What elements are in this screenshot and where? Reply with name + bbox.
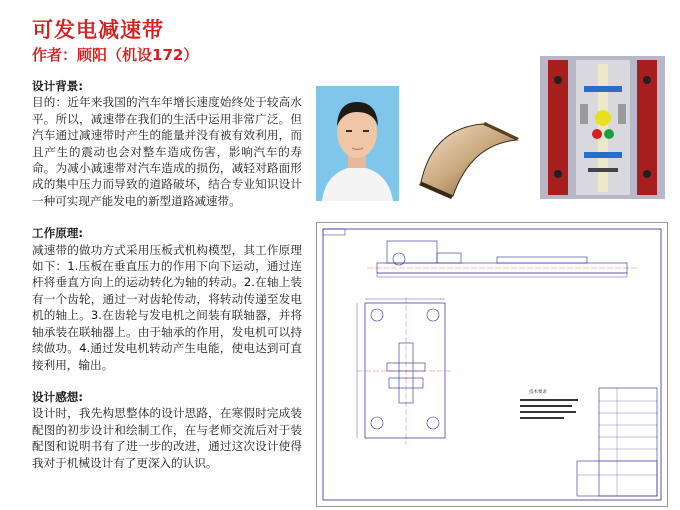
section-body-background: 目的：近年来我国的汽车年增长速度始终处于较高水平。所以，减速带在我们的生活中运用非常广泛。但汽车通过减速带时产生的能量并没有被有效利用，而且产生的震动也会对整车造成伤害，影响汽车的寿命。为减小减速带对汽车造成的损伤，减轻对路面形成的集中压力而导致的道路破坏，结合专业知识设计一种可实现产能发电的新型道路减速带。 bbox=[32, 95, 302, 208]
page-title: 可发电减速带 bbox=[32, 18, 164, 42]
section-heading-reflection: 设计感想: bbox=[32, 389, 84, 404]
section-body-principle: 减速带的做功方式采用压板式机构模型，其工作原理如下：1.压板在垂直压力的作用下向下运动，通过连杆将垂直方向上的运动转化为轴的转动。2.在轴上装有一个齿轮，通过一对齿轮传动，将转动传递至发电机的轴上。3.在齿轮与发电机之间装有联轴器，并将轴承装在联轴器上。由于轴承的作用，发电机可以持续做功。4.通过发电机转动产生电能，使电达到可直接利用，输出。 bbox=[32, 242, 302, 372]
author-line: 作者：顾阳（机设172） bbox=[32, 46, 199, 64]
section-heading-principle: 工作原理: bbox=[32, 226, 84, 241]
mechanism-model bbox=[540, 56, 665, 199]
author-photo bbox=[316, 86, 399, 201]
text-column bbox=[32, 78, 302, 487]
section-heading-background: 设计背景: bbox=[32, 79, 84, 93]
assembly-drawing bbox=[316, 222, 668, 507]
section-body-reflection: 设计时，我先构思整体的设计思路，在寒假时完成装配图的初步设计和绘制工作，在与老师交流后对于装配图和说明书有了进一步的改进，通过这次设计使得我对于机械设计有了更深入的认识。 bbox=[32, 406, 302, 470]
speed-bump-render bbox=[413, 118, 523, 200]
tech-req-title: 技术要求 bbox=[529, 390, 547, 395]
